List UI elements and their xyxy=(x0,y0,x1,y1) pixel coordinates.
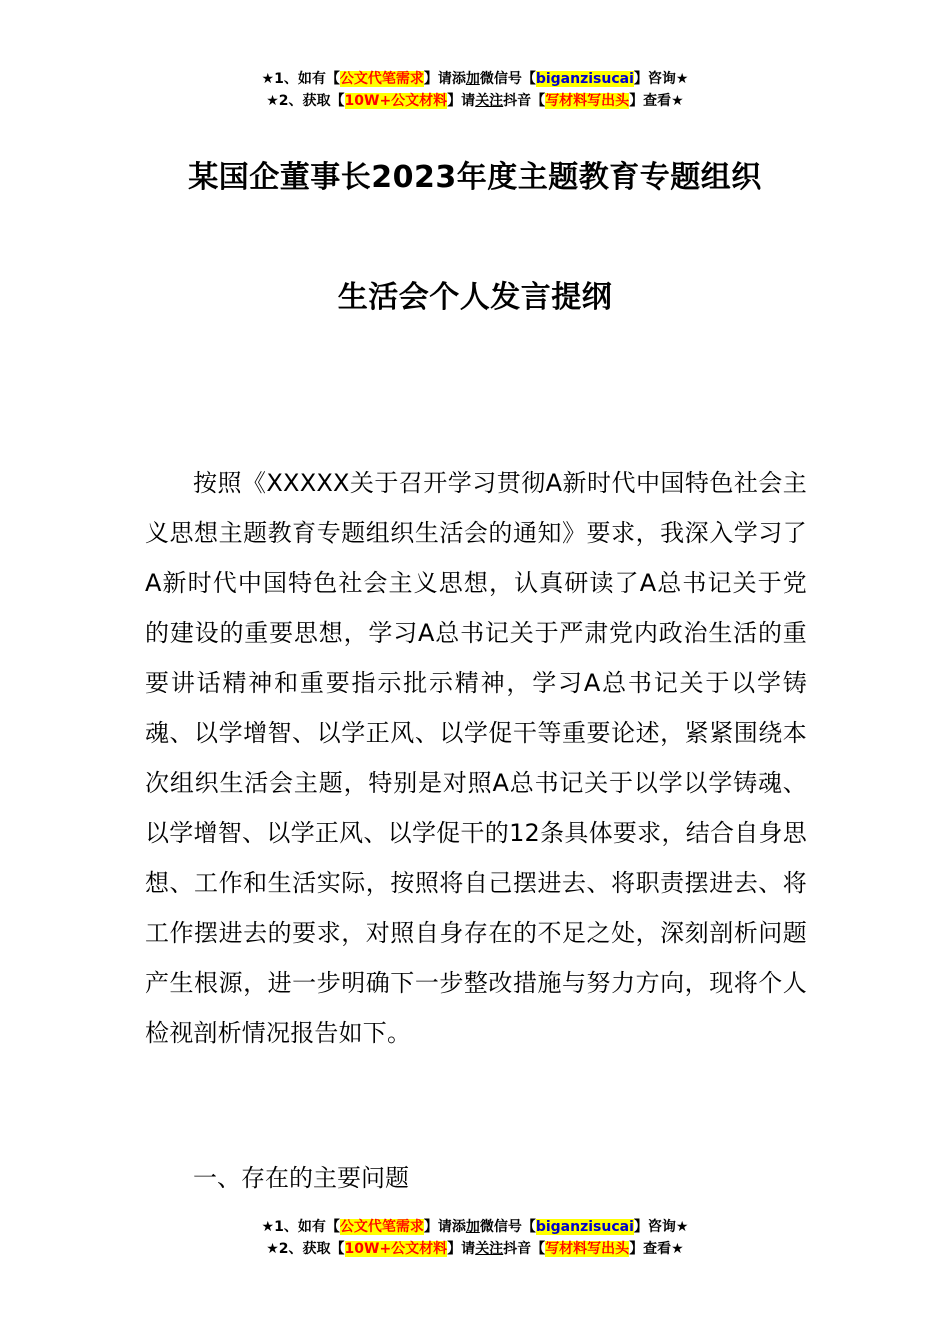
document-title-line-1: 某国企董事长2023年度主题教育专题组织 xyxy=(188,160,762,195)
top-banner xyxy=(0,68,950,112)
document-title-line-2: 生活会个人发言提纲 xyxy=(337,280,613,315)
banner-text: 】请添 xyxy=(423,1219,466,1235)
banner-wechat-id: biganzisucai xyxy=(535,71,634,87)
banner-line-2 xyxy=(0,1238,950,1260)
banner-text: 抖音【 xyxy=(503,1241,546,1257)
banner-highlight: 公文代笔需求 xyxy=(339,1219,424,1235)
banner-text: ★2、获取【 xyxy=(266,93,345,109)
banner-line-1 xyxy=(0,1216,950,1238)
banner-text: 】查看★ xyxy=(629,93,684,109)
banner-underlined-text: 关注 xyxy=(475,1241,504,1257)
banner-highlight: 写材料写出头 xyxy=(545,93,630,109)
banner-highlight: 10W+公文材料 xyxy=(344,93,448,109)
banner-wechat-id: biganzisucai xyxy=(535,1219,634,1235)
banner-highlight: 10W+公文材料 xyxy=(344,1241,448,1257)
banner-underlined-text: 加 xyxy=(465,71,480,87)
banner-text: 微信号【 xyxy=(479,1219,536,1235)
intro-paragraph: 按照《XXXXX关于召开学习贯彻A新时代中国特色社会主义思想主题教育专题组织生活会的通知》要求，我深入学习了A新时代中国特色社会主义思想，认真研读了A总书记关于党的建设的重要思想，学习A总书记关于严肃党内政治生活的重要讲话精神和重要指示批示精神，学习A总书记关于以学铸魂、以学增智、以学正风、以学促干等重要论述，紧紧围绕本次组织生活会主题，特别是对照A总书记关于以学以学铸魂、以学增智、以学正风、以学促干的12条具体要求，结合自身思想、工作和生活实际，按照将自己摆进去、将职责摆进去、将工作摆进去的要求，对照自身存在的不足之处，深刻剖析问题产生根源，进一步明确下一步整改措施与努力方向，现将个人检视剖析情况报告如下。 xyxy=(145,469,807,1047)
banner-line-1 xyxy=(0,68,950,90)
banner-text: ★1、如有【 xyxy=(261,71,340,87)
bottom-banner xyxy=(0,1216,950,1260)
banner-text: 】咨询★ xyxy=(633,1219,689,1235)
section-heading-1: 一、存在的主要问题 xyxy=(193,1164,409,1192)
banner-text: 微信号【 xyxy=(479,71,536,87)
banner-underlined-text: 加 xyxy=(465,1219,480,1235)
banner-text: ★2、获取【 xyxy=(266,1241,345,1257)
banner-text: 】咨询★ xyxy=(633,71,689,87)
banner-highlight: 写材料写出头 xyxy=(545,1241,630,1257)
banner-text: 抖音【 xyxy=(503,93,546,109)
banner-text: ★1、如有【 xyxy=(261,1219,340,1235)
banner-text: 】请 xyxy=(447,1241,476,1257)
banner-text: 】请添 xyxy=(423,71,466,87)
banner-text: 】请 xyxy=(447,93,476,109)
banner-line-2 xyxy=(0,90,950,112)
banner-text: 】查看★ xyxy=(629,1241,684,1257)
banner-underlined-text: 关注 xyxy=(475,93,504,109)
banner-highlight: 公文代笔需求 xyxy=(339,71,424,87)
